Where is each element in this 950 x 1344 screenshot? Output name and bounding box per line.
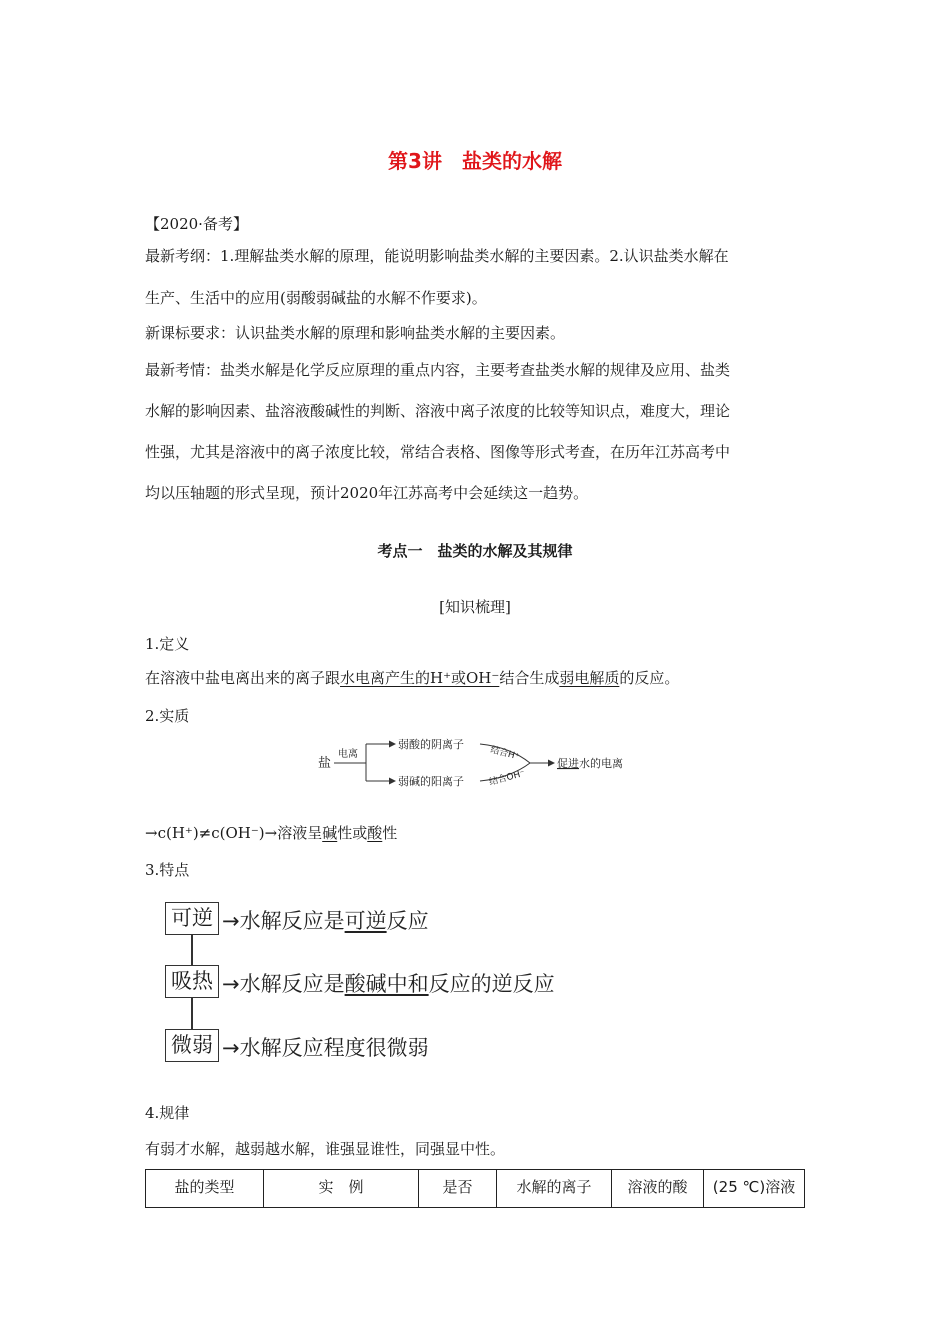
- prep-tag: 【2020·备考】: [145, 215, 248, 233]
- table-header-salt-type: 盐的类型: [146, 1170, 264, 1208]
- knowledge-label: [知识梳理]: [439, 598, 511, 616]
- table-header-hydrolyzed-ion: 水解的离子: [497, 1170, 612, 1208]
- definition-text: [145, 667, 679, 688]
- definition-underline-1: 水电离产生的H⁺或OH⁻: [340, 669, 500, 687]
- definition-underline-2: 弱电解质: [559, 669, 620, 687]
- essence-heading: 2.实质: [145, 707, 190, 725]
- definition-post: 的反应。: [619, 669, 680, 687]
- table-header-example: 实 例: [264, 1170, 419, 1208]
- table-header-solution-25c: (25 ℃)溶液: [704, 1170, 805, 1208]
- curriculum-requirement: 新课标要求：认识盐类水解的原理和影响盐类水解的主要因素。: [145, 324, 566, 342]
- feature-text-endothermic: →水解反应是酸碱中和反应的逆反应: [222, 972, 555, 996]
- trend-line-2: 水解的影响因素、盐溶液酸碱性的判断、溶液中离子浓度的比较等知识点，难度大，理论: [145, 402, 731, 420]
- diagram-bind-oh: 结合OH⁻: [488, 768, 527, 788]
- definition-mid: 结合生成: [499, 669, 560, 687]
- feature-underline-endothermic: 酸碱中和: [344, 972, 429, 996]
- section-title: 考点一 盐类的水解及其规律: [377, 542, 573, 560]
- hydrolysis-essence-diagram: [310, 735, 650, 795]
- diagram-salt: 盐: [318, 756, 332, 771]
- trend-line-3: 性强，尤其是溶液中的离子浓度比较，常结合表格、图像等形式考查，在历年江苏高考中: [145, 443, 731, 461]
- diagram-cation: 弱碱的阳离子: [398, 775, 464, 788]
- diagram-result-rest: 水的电离: [579, 757, 623, 770]
- conclusion-pre: →c(H⁺)≠c(OH⁻)→溶液呈: [145, 824, 323, 842]
- feature-connector-1: [191, 935, 193, 965]
- feature-text-reversible: →水解反应是可逆反应: [222, 909, 429, 933]
- outline-line-1: 最新考纲：1.理解盐类水解的原理，能说明影响盐类水解的主要因素。2.认识盐类水解在: [145, 247, 729, 265]
- diagram-ionize: 电离: [338, 749, 358, 760]
- diagram-anion: 弱酸的阴离子: [398, 738, 464, 751]
- table-header-acidity: 溶液的酸: [612, 1170, 704, 1208]
- feature-box-weak: 微弱: [165, 1029, 219, 1062]
- rules-text: 有弱才水解，越弱越水解，谁强显谁性，同强显中性。: [145, 1140, 506, 1158]
- table-header-row: [146, 1170, 805, 1208]
- diagram-result: [557, 756, 623, 770]
- page-title: 第3讲 盐类的水解: [388, 149, 562, 173]
- conclusion-underline-2: 酸: [367, 824, 383, 842]
- trend-line-1: 最新考情：盐类水解是化学反应原理的重点内容，主要考查盐类水解的规律及应用、盐类: [145, 361, 731, 379]
- feature-box-endothermic: 吸热: [165, 965, 219, 998]
- feature-box-reversible: 可逆: [165, 902, 219, 935]
- salt-hydrolysis-table: [145, 1169, 805, 1208]
- essence-conclusion: [145, 822, 397, 843]
- rules-heading: 4.规律: [145, 1104, 190, 1122]
- feature-connector-2: [191, 998, 193, 1029]
- features-heading: 3.特点: [145, 861, 190, 879]
- conclusion-underline-1: 碱: [322, 824, 338, 842]
- diagram-bind-h: 结合H⁺: [489, 745, 521, 763]
- diagram-result-underlined: 促进: [557, 757, 579, 770]
- conclusion-mid: 性或: [337, 824, 368, 842]
- table-header-whether: 是否: [419, 1170, 497, 1208]
- trend-line-4: 均以压轴题的形式呈现，预计2020年江苏高考中会延续这一趋势。: [145, 484, 589, 502]
- feature-underline-reversible: 可逆: [344, 909, 387, 933]
- outline-line-2: 生产、生活中的应用(弱酸弱碱盐的水解不作要求)。: [145, 289, 487, 307]
- definition-pre: 在溶液中盐电离出来的离子跟: [145, 669, 341, 687]
- feature-text-weak: →水解反应程度很微弱: [222, 1036, 429, 1060]
- conclusion-post: 性: [382, 824, 398, 842]
- definition-heading: 1.定义: [145, 635, 190, 653]
